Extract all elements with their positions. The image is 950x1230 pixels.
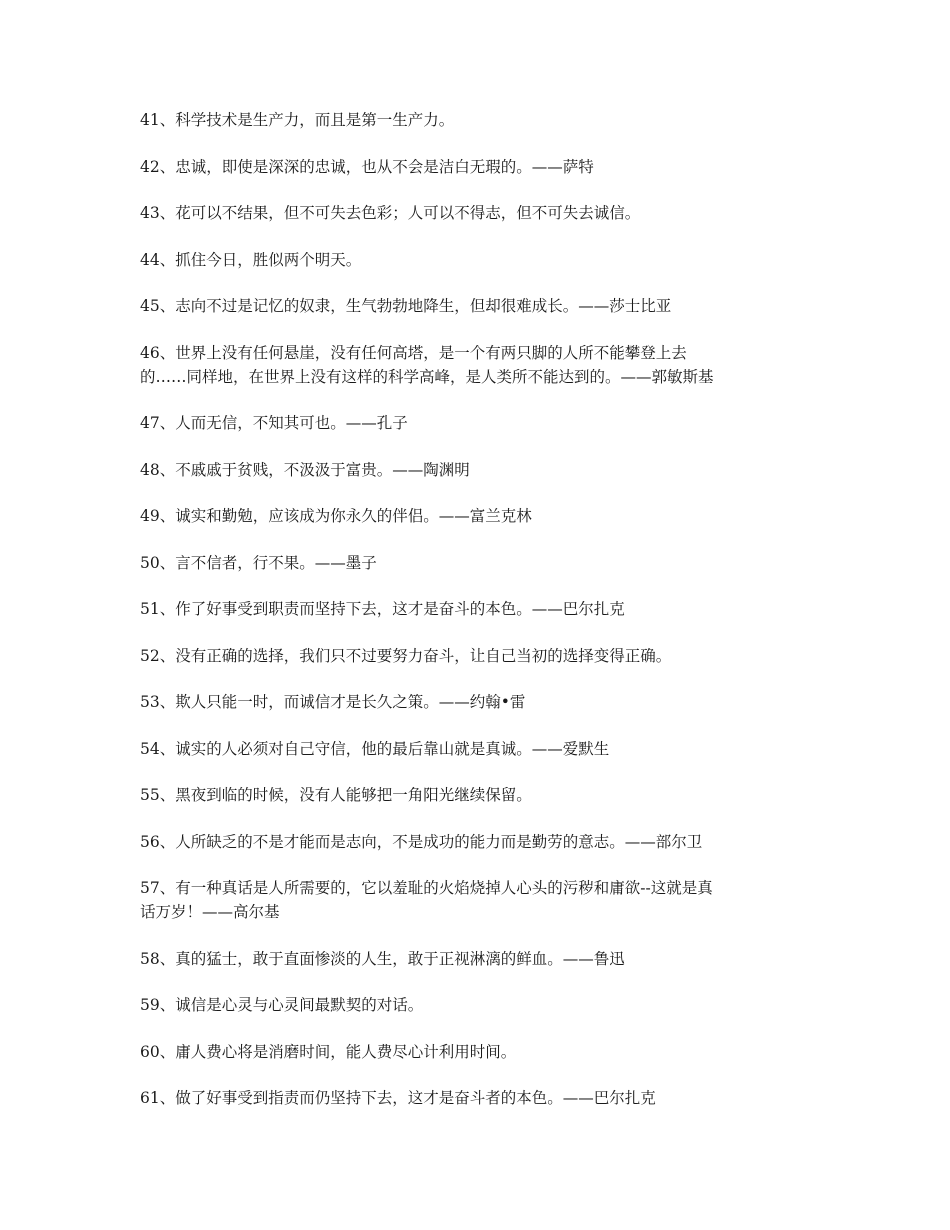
quote-text-continued: 话万岁！——高尔基 — [140, 903, 280, 921]
quote-item — [140, 876, 805, 924]
quote-item — [140, 993, 805, 1017]
quote-text: 51、作了好事受到职责而坚持下去，这才是奋斗的本色。——巴尔扎克 — [140, 600, 625, 618]
quote-text: 60、庸人费心将是消磨时间，能人费尽心计利用时间。 — [140, 1042, 517, 1061]
quote-text: 54、诚实的人必须对自己守信，他的最后靠山就是真诚。——爱默生 — [140, 739, 610, 758]
quote-text: 50、言不信者，行不果。——墨子 — [140, 553, 377, 572]
quote-item — [140, 155, 805, 179]
quote-text: 61、做了好事受到指责而仍坚持下去，这才是奋斗者的本色。——巴尔扎克 — [140, 1089, 656, 1107]
quote-item — [140, 341, 805, 389]
quote-item — [140, 551, 805, 575]
quote-text: 49、诚实和勤勉，应该成为你永久的伴侣。——富兰克林 — [140, 507, 532, 525]
quote-list — [140, 108, 805, 1133]
quote-item — [140, 737, 805, 761]
quote-item — [140, 644, 805, 668]
quote-text: 58、真的猛士，敢于直面惨淡的人生，敢于正视淋漓的鲜血。——鲁迅 — [140, 949, 625, 968]
quote-item — [140, 458, 805, 482]
quote-item — [140, 783, 805, 807]
quote-text: 43、花可以不结果，但不可失去色彩；人可以不得志，但不可失去诚信。 — [140, 204, 641, 222]
quote-item — [140, 248, 805, 272]
quote-item — [140, 1040, 805, 1064]
quote-text: 41、科学技术是生产力，而且是第一生产力。 — [140, 111, 455, 129]
quote-text: 52、没有正确的选择，我们只不过要努力奋斗，让自己当初的选择变得正确。 — [140, 646, 672, 665]
quote-item — [140, 597, 805, 621]
quote-item — [140, 690, 805, 714]
quote-text: 47、人而无信，不知其可也。——孔子 — [140, 414, 408, 432]
quote-item — [140, 201, 805, 225]
quote-text: 59、诚信是心灵与心灵间最默契的对话。 — [140, 996, 424, 1014]
quote-text: 45、志向不过是记忆的奴隶，生气勃勃地降生，但却很难成长。——莎士比亚 — [140, 297, 672, 315]
quote-item — [140, 830, 805, 854]
quote-item — [140, 504, 805, 528]
quote-item — [140, 1086, 805, 1110]
quote-item — [140, 411, 805, 435]
quote-text: 46、世界上没有任何悬崖，没有任何高塔，是一个有两只脚的人所不能攀登上去 — [140, 343, 687, 362]
quote-text: 53、欺人只能一时，而诚信才是长久之策。——约翰•雷 — [140, 693, 526, 711]
quote-text: 44、抓住今日，胜似两个明天。 — [140, 250, 362, 269]
quote-item — [140, 294, 805, 318]
quote-text: 56、人所缺乏的不是才能而是志向，不是成功的能力而是勤劳的意志。——部尔卫 — [140, 832, 703, 851]
quote-text-continued: 的……同样地，在世界上没有这样的科学高峰，是人类所不能达到的。——郭敏斯基 — [140, 367, 714, 386]
quote-text: 42、忠诚，即使是深深的忠诚，也从不会是洁白无瑕的。——萨特 — [140, 157, 594, 176]
quote-text: 48、不戚戚于贫贱，不汲汲于富贵。——陶渊明 — [140, 460, 470, 479]
quote-text: 55、黑夜到临的时候，没有人能够把一角阳光继续保留。 — [140, 786, 532, 804]
quote-item — [140, 108, 805, 132]
quote-item — [140, 947, 805, 971]
quote-text: 57、有一种真话是人所需要的，它以羞耻的火焰烧掉人心头的污秽和庸欲--这就是真 — [140, 879, 713, 897]
